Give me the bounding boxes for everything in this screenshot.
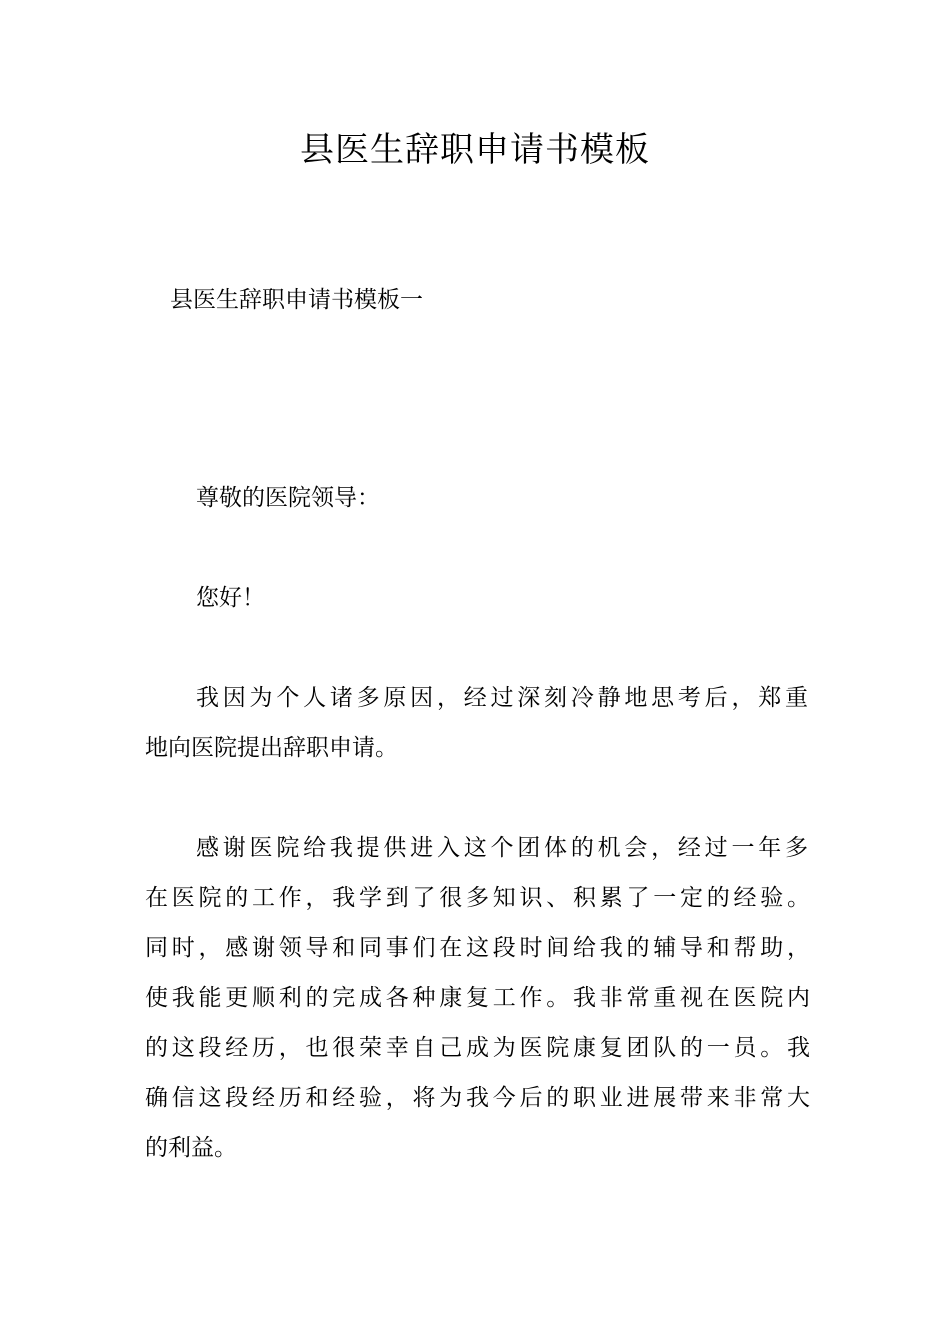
paragraph-line: 使我能更顺利的完成各种康复工作。我非常重视在医院内 [145, 985, 810, 1011]
salutation: 尊敬的医院领导： [196, 485, 380, 511]
document-title: 县医生辞职申请书模板 [300, 130, 650, 170]
paragraph-line: 同时，感谢领导和同事们在这段时间给我的辅导和帮助， [145, 935, 810, 961]
paragraph-line: 确信这段经历和经验，将为我今后的职业进展带来非常大 [145, 1085, 810, 1111]
greeting: 您好！ [196, 585, 265, 611]
paragraph-line: 的这段经历，也很荣幸自己成为医院康复团队的一员。我 [145, 1035, 810, 1061]
paragraph-line: 我因为个人诸多原因，经过深刻冷静地思考后，郑重 [196, 685, 808, 711]
template-subtitle: 县医生辞职申请书模板一 [170, 287, 423, 313]
paragraph-line: 感谢医院给我提供进入这个团体的机会，经过一年多 [196, 835, 808, 861]
paragraph-line: 地向医院提出辞职申请。 [145, 735, 398, 761]
paragraph-line: 的利益。 [145, 1135, 237, 1161]
paragraph-line: 在医院的工作，我学到了很多知识、积累了一定的经验。 [145, 885, 810, 911]
